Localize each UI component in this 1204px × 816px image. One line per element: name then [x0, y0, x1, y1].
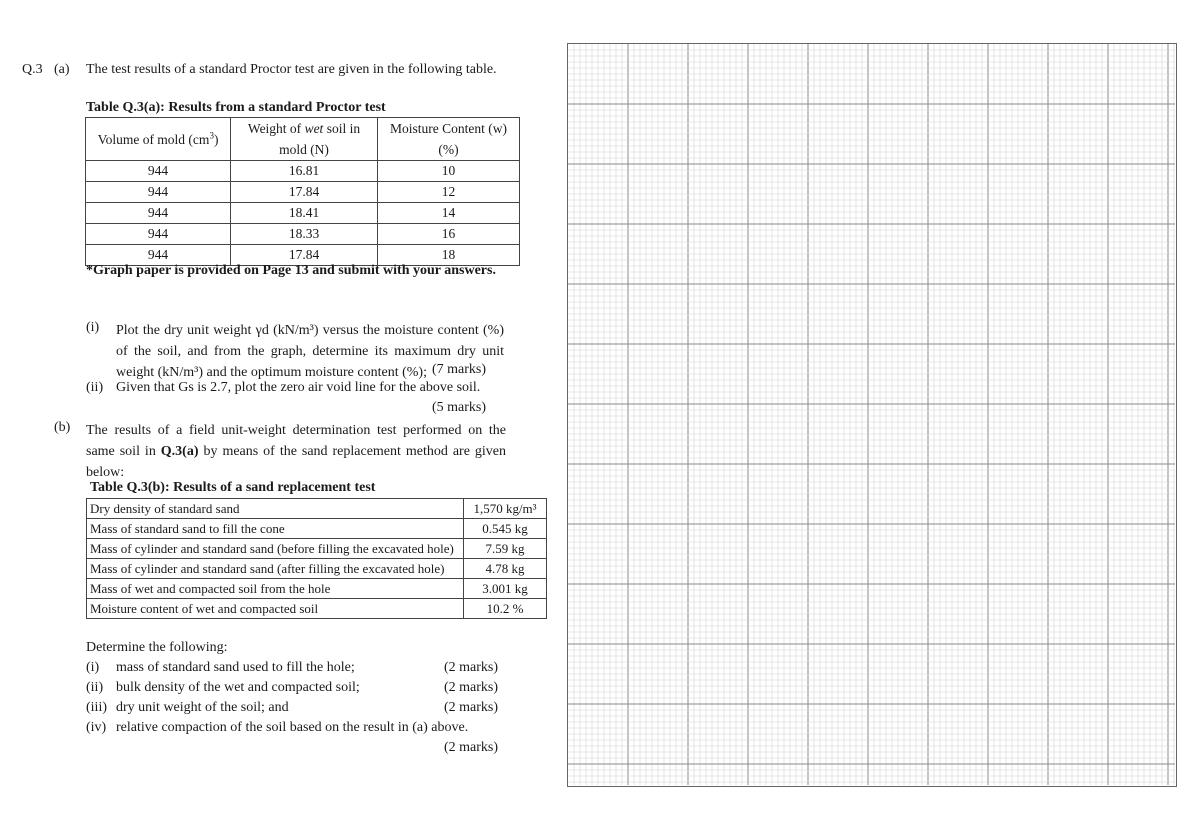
table-row	[87, 559, 547, 579]
table-row	[87, 599, 547, 619]
cell-weight: 16.81	[231, 161, 378, 182]
part-b-text: The results of a field unit-weight determination test performed on the same soil in Q.3(a) by means of the sand replacement method are given below:	[86, 423, 507, 480]
header-weight: Weight of wet soil in mold (N)	[231, 118, 378, 161]
cell-value: 7.59 kg	[464, 539, 547, 559]
table-row	[86, 182, 520, 203]
determine-marks-iv: (2 marks)	[444, 740, 499, 755]
table-row	[87, 539, 547, 559]
cell-weight: 17.84	[231, 182, 378, 203]
determine-text-iv: relative compaction of the soil based on the result in (a) above.	[116, 720, 469, 735]
cell-weight: 17.84	[231, 245, 378, 266]
graph-paper[interactable]	[567, 43, 1177, 787]
determine-marks-iii: (2 marks)	[444, 700, 499, 715]
determine-label-iii: (iii)	[86, 700, 107, 715]
cell-label: Dry density of standard sand	[87, 499, 464, 519]
question-number: Q.3	[22, 62, 43, 77]
determine-label-i: (i)	[86, 660, 100, 675]
determine-text-i: mass of standard sand used to fill the hole;	[116, 660, 355, 675]
cell-value: 1,570 kg/m³	[464, 499, 547, 519]
table-row	[87, 519, 547, 539]
cell-label: Mass of standard sand to fill the cone	[87, 519, 464, 539]
part-a-ii-text: Given that Gs is 2.7, plot the zero air void line for the above soil.	[116, 380, 481, 395]
part-a-i-text: Plot the dry unit weight γd (kN/m³) versus the moisture content (%) of the soil, and from the graph, determine its maximum dry unit weight (kN/m³) and the optimum moisture content (%);	[116, 323, 504, 380]
cell-label: Mass of cylinder and standard sand (before filling the excavated hole)	[87, 539, 464, 559]
cell-value: 10.2 %	[464, 599, 547, 619]
cell-volume: 944	[86, 245, 231, 266]
cell-moisture: 18	[378, 245, 520, 266]
determine-text-iii: dry unit weight of the soil; and	[116, 700, 289, 715]
cell-label: Mass of wet and compacted soil from the hole	[87, 579, 464, 599]
cell-label: Mass of cylinder and standard sand (after filling the excavated hole)	[87, 559, 464, 579]
cell-moisture: 14	[378, 203, 520, 224]
cell-value: 3.001 kg	[464, 579, 547, 599]
determine-marks-ii: (2 marks)	[444, 680, 499, 695]
header-volume: Volume of mold $(cm^3)$	[86, 118, 231, 161]
cell-value: 4.78 kg	[464, 559, 547, 579]
table-row	[87, 579, 547, 599]
sand-replacement-table	[86, 498, 547, 619]
determine-label-ii: (ii)	[86, 680, 104, 695]
table-a-caption: Table Q.3(a): Results from a standard Proctor test	[86, 100, 386, 115]
cell-value: 0.545 kg	[464, 519, 547, 539]
cell-weight: 18.33	[231, 224, 378, 245]
table-row	[86, 224, 520, 245]
table-row	[86, 203, 520, 224]
determine-marks-i: (2 marks)	[444, 660, 499, 675]
part-a-label: (a)	[54, 62, 70, 77]
table-b-caption: Table Q.3(b): Results of a sand replacement test	[90, 480, 376, 495]
cell-weight: 18.41	[231, 203, 378, 224]
cell-volume: 944	[86, 182, 231, 203]
part-a-i-marks: (7 marks)	[432, 362, 487, 377]
part-a-ii-marks: (5 marks)	[432, 400, 487, 415]
header-moisture: Moisture Content (w) (%)	[378, 118, 520, 161]
proctor-results-table	[85, 117, 520, 266]
cell-volume: 944	[86, 224, 231, 245]
determine-text-ii: bulk density of the wet and compacted soil;	[116, 680, 360, 695]
cell-volume: 944	[86, 203, 231, 224]
cell-moisture: 16	[378, 224, 520, 245]
part-a-ii-label: (ii)	[86, 380, 104, 395]
cell-volume: 944	[86, 161, 231, 182]
graph-paper-note: *Graph paper is provided on Page 13 and submit with your answers.	[86, 263, 496, 278]
cell-label: Moisture content of wet and compacted soil	[87, 599, 464, 619]
part-a-text: The test results of a standard Proctor test are given in the following table.	[86, 62, 497, 77]
determine-label-iv: (iv)	[86, 720, 107, 735]
determine-intro: Determine the following:	[86, 640, 228, 655]
cell-moisture: 10	[378, 161, 520, 182]
graph-paper-grid	[568, 44, 1175, 785]
part-a-i-label: (i)	[86, 320, 100, 335]
part-b-label: (b)	[54, 420, 71, 435]
table-row	[86, 161, 520, 182]
table-row	[87, 499, 547, 519]
cell-moisture: 12	[378, 182, 520, 203]
